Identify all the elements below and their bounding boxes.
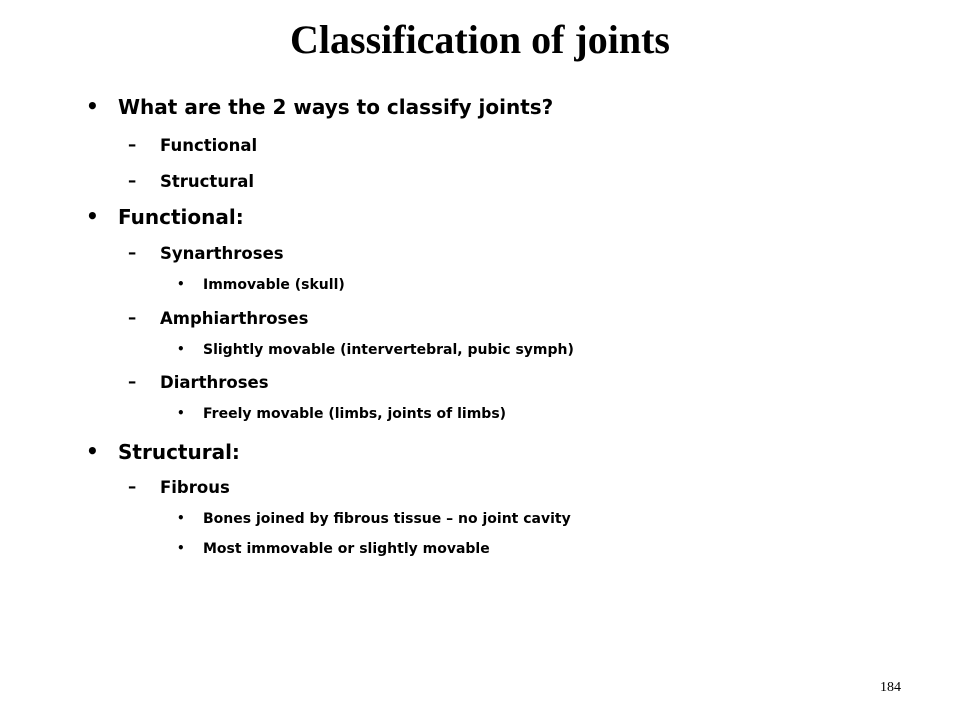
bullet-marker: • [86,204,99,228]
list-item-fibrous-detail [177,541,490,557]
functional-heading: Functional: [118,205,244,229]
option-text: Structural [160,172,254,191]
type-detail: Slightly movable (intervertebral, pubic symph) [203,342,574,358]
dash-marker: – [128,477,137,496]
list-item-structural-option [128,171,254,191]
list-item-fibrous [128,477,230,497]
type-name: Fibrous [160,478,230,497]
bullet-marker: • [177,406,185,420]
list-item-synarthroses-detail [177,277,345,293]
bullet-marker: • [177,541,185,555]
dash-marker: – [128,135,137,154]
type-detail: Immovable (skull) [203,277,345,293]
list-item-diarthroses-detail [177,406,507,422]
list-item-functional-heading [86,204,244,229]
list-item-functional-option [128,135,258,155]
type-name: Amphiarthroses [160,309,309,328]
type-detail: Most immovable or slightly movable [203,541,490,557]
dash-marker: – [128,171,137,190]
list-item-diarthroses [128,372,269,392]
bullet-marker: • [177,342,185,356]
list-item-structural-heading [86,439,240,464]
bullet-marker: • [177,277,185,291]
type-detail: Bones joined by fibrous tissue – no joint cavity [203,511,571,527]
bullet-marker: • [86,94,99,118]
question-text: What are the 2 ways to classify joints? [118,95,554,119]
structural-heading: Structural: [118,440,240,464]
page-number: 184 [880,680,901,695]
type-detail: Freely movable (limbs, joints of limbs) [203,406,507,422]
type-name: Synarthroses [160,244,284,263]
dash-marker: – [128,243,137,262]
bullet-marker: • [177,511,185,525]
type-name: Diarthroses [160,373,269,392]
bullet-marker: • [86,439,99,463]
list-item-fibrous-detail [177,511,571,527]
option-text: Functional [160,136,258,155]
dash-marker: – [128,308,137,327]
dash-marker: – [128,372,137,391]
list-item-amphiarthroses-detail [177,342,574,358]
list-item-synarthroses [128,243,284,263]
list-item-question [86,94,554,119]
slide-title: Classification of joints [290,17,670,62]
list-item-amphiarthroses [128,308,309,328]
